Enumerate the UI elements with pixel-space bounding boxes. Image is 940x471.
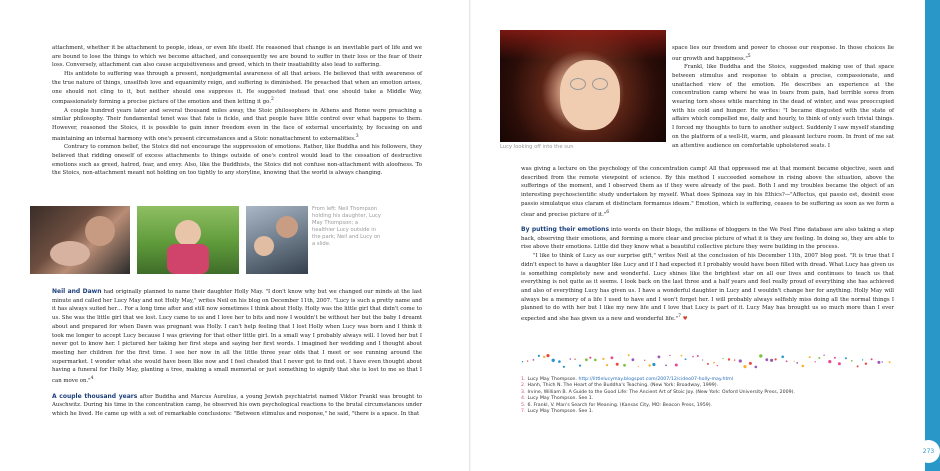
- decorative-dot: [652, 363, 655, 366]
- decorative-dot: [770, 359, 773, 362]
- decorative-dot: [648, 364, 650, 366]
- decorative-dot: [728, 358, 730, 360]
- decorative-dot: [558, 360, 561, 363]
- decorative-dot: [713, 362, 715, 364]
- decorative-dot: [616, 363, 619, 366]
- decorative-dot: [594, 359, 597, 362]
- paragraph: Frankl, like Buddha and the Stoics, suggested making use of that space between stimulus and response to obtain a precise, compassionate, and unattached view of the emotion. He describes an experience at the concentration camp where he was in tears from pain, had terrible sores from wearing torn shoes while marching in the dead of winter, and was preoccupied with his cold and hunger. He writes: "I became disgusted with the state of affairs which compelled me, daily and hourly, to think of only such trivial things. I forced my thoughts to turn to another subject. Suddenly I saw myself standing on the platform of a well-lit, warm, and pleasant lecture room. In front of me sat an attentive audience on comfortable upholstered seats. I: [672, 64, 894, 149]
- decorative-dot: [579, 365, 581, 367]
- paragraph: Contrary to common belief, the Stoics did not encourage the suppression of emotions. Rather, like Buddha and his followers, they believed that ridding oneself of excess attachments to things outside of one's control would lead to the cessation of destructive emotions such as greed, hatred, fear, and envy. Also, like the Buddhists, the Stoics did not confuse non-attachment with aloofness. To the Stoics, non-attachment meant not holding on too tightly to any storyline, knowing that the world is always changing.: [52, 144, 422, 177]
- footnote-text: Lucy May Thompson. See 1.: [527, 396, 594, 402]
- page-gutter: [469, 0, 471, 471]
- paragraph: By putting their emotions into words on their blogs, the millions of bloggers in the We Feel Fine database are also taking a step back, observing their emotions, and forming a more clear and precise picture of what it is they are feeling. In doing so, they are able to rise above their emotions. Little did they know what a beautiful collective picture they were building in the process.: [521, 226, 895, 251]
- decorative-dot: [786, 360, 788, 362]
- decorative-dot: [794, 361, 795, 362]
- decorative-dot: [851, 360, 853, 362]
- photo-neil-and-lucy-slide: [246, 206, 308, 274]
- decorative-dot: [889, 361, 891, 363]
- decorative-dot: [749, 362, 752, 365]
- paragraph: Neil and Dawn had originally planned to name their daughter Holly May. "I don't know why but we changed our minds at the last minute and called her Lucy May and not Holly May," writes Neil on his blog on December 11th, 2007. "Lucy is such a pretty name and it has always suited her… For a long time after and still now sometimes I think about Holly. Holly was the little girl that didn't come to us. She was the little girl that we lost. Lucy came to us and I love her to bits and now I wouldn't be without her but the baby I dreamt about and prepared for when Dawn was pregnant was Holly. I can't help feeling that I lost Holly when Lucy was born and I think it took me longer to accept Lucy because I was grieving for that other little girl. In a small way I probably always will. I loved her but I never got to know her. I pictured her taking her first steps and saying her first words. I imagined her wedding and I thought about meeting her children for the first time. I see her now in all the little three year olds that I meet or see running around the supermarket. I wonder what she would have been like now and I feel cheated that I never got to find out. I have even thought about having a funeral for Holly May, planting a tree, making a small memorial or just something to signify that she is lost to me so that I can move on."$^4$: [52, 288, 422, 384]
- photo-neil-holding-lucy: [30, 206, 130, 274]
- decorative-dot: [658, 356, 661, 359]
- footnote-link[interactable]: http://littlelucymay.blogspot.com/2007/12/cideo07-holly-may.html: [578, 377, 734, 382]
- frankl-lead-in: A couple thousand years: [52, 392, 138, 400]
- right-accent-bar: [925, 0, 940, 471]
- decorative-dot: [533, 359, 535, 361]
- decorative-dot: [611, 356, 614, 359]
- decorative-dot: [702, 359, 703, 360]
- footnote-number: 5.: [521, 402, 526, 408]
- decorative-dot: [669, 355, 670, 356]
- paragraph: A couple thousand years after Buddha and Marcus Aurelius, a young Jewish psychiatrist named Viktor Frankl was brought to Auschwitz. During his time in the concentration camp, he observed his own psychological reactions to the brutal circumstances under which he lived. He came up with a set of remarkable conclusions: "Between stimulus and response," he said, "there is a space. In that: [52, 392, 423, 417]
- decorative-dot: [707, 363, 709, 365]
- decorative-dot: [685, 358, 687, 360]
- paragraph: was giving a lecture on the psychology of the concentration camp! All that oppressed me at that moment became objective, seen and described from the remote viewpoint of science. By this method I succeeded somehow in rising above the situation, above the sufferings of the moment, and I observed them as if they were already of the past. Both I and my troubles became the object of an interesting psychoscientific study undertaken by myself. What does Spinoza say in his Ethics?—"Affectus, qui passio est, desinit esse passio simulatque eius claram et distinctam formamus ideam." Emotion, which is suffering, ceases to be suffering as soon as we form a clear and precise picture of it."$^6$: [521, 166, 894, 218]
- decorative-dot: [759, 354, 762, 357]
- decorative-dot: [546, 354, 549, 357]
- decorative-dot: [675, 364, 678, 367]
- decorative-dot: [522, 361, 523, 362]
- neil-lead-in: Neil and Dawn: [52, 288, 102, 295]
- decorative-dot: [781, 356, 784, 359]
- decorative-dot: [552, 359, 555, 362]
- decorative-dot: [628, 354, 630, 356]
- right-narrow-text-column: [672, 44, 894, 150]
- footnote-number: 3.: [521, 389, 526, 395]
- decorative-dot: [877, 361, 880, 364]
- footnote-ref: 3: [355, 133, 359, 139]
- decorative-dot: [796, 362, 798, 364]
- paragraph: space lies our freedom and power to choose our response. In those choices lie our growth and happiness."$^5$: [672, 45, 894, 62]
- decorative-dot: [802, 365, 805, 368]
- decorative-dot: [734, 359, 735, 360]
- footnote-text: Irvine, William B. A Guide to the Good Life: The Ancient Art of Stoic Joy. (New York: Oxford University Press, 2009).: [527, 389, 795, 395]
- footnote-number: 7.: [521, 409, 526, 415]
- left-bottom-text-column: [52, 288, 422, 419]
- decorative-dot: [775, 358, 777, 360]
- footnote-ref: 6: [606, 209, 610, 215]
- decorative-dot: [834, 357, 836, 359]
- decorative-dot: [563, 366, 565, 368]
- footnote-ref: 4: [90, 376, 94, 382]
- photo-lucy-in-park: [137, 206, 239, 274]
- decorative-dot: [570, 358, 572, 360]
- decorative-dot: [871, 358, 873, 360]
- footnote-text: 6. Frankl, V. Man's Search for Meaning. (Kansas City, MO: Beacon Press, 1959).: [527, 402, 713, 408]
- decorative-dot: [823, 355, 824, 356]
- decorative-dot: [739, 359, 742, 362]
- decorative-dot: [722, 358, 723, 359]
- right-full-text-column: [521, 165, 894, 324]
- decorative-dot: [589, 357, 591, 359]
- decorative-dot: [828, 360, 831, 363]
- right-photo-caption: Lucy looking off into the sun: [500, 144, 574, 150]
- decorative-dot: [818, 357, 820, 359]
- footnote-number: 2.: [521, 383, 526, 389]
- footnote-text: Lucy May Thompson.: [527, 377, 579, 382]
- decorative-dot: [862, 359, 863, 360]
- decorative-dot: [697, 355, 699, 357]
- decorative-dot: [606, 364, 608, 366]
- footnote-text: Lucy May Thompson. See 1.: [527, 409, 594, 415]
- decorative-dot: [717, 365, 718, 366]
- decorative-dot: [632, 358, 635, 361]
- decorative-dot: [538, 355, 540, 357]
- decorative-dot: [765, 358, 768, 361]
- decorative-dot: [838, 362, 841, 365]
- decorative-dot: [527, 360, 528, 361]
- footnote-text: Hanh, Thich N. The Heart of the Buddha's Teaching. (New York: Broadway, 1999).: [527, 383, 719, 389]
- decorative-dot: [681, 355, 683, 357]
- decorative-dots: [521, 353, 896, 369]
- paragraph: His antidote to suffering was through a present, nonjudgmental awareness of all that arises. He believed that with awareness of the true nature of things, unselfish love and equanimity reign, and suffering is diminished. He preached that when an emotion arises, one should not cling to it, but neither should one suppress it. He suggested instead that one should take a Middle Way, compassionately forming a precise picture of the emotion and then letting it go.$^2$: [52, 71, 422, 106]
- footnote-ref: 7: [678, 314, 682, 320]
- decorative-dot: [602, 358, 604, 360]
- paragraph: A couple hundred years later and several thousand miles away, the Stoic philosophers in Athens and Rome were preaching a similar philosophy. Their fundamental tenet was that fate is fickle, and that people have little control over what happens to them. However, reasoned the Stoics, it is possible to gain inner freedom even in the face of external uncertainty, by focusing on and maintaining an internal harmony with one's present circumstances and a Stoic nonattachment to externalities.$^3$: [52, 107, 422, 142]
- footnotes: [521, 377, 821, 415]
- decorative-dot: [585, 358, 588, 361]
- footnote-ref: 2: [270, 97, 274, 103]
- left-photo-caption: From left: Neil Thompson holding his daughter, Lucy May Thompson; a healthier Lucy outside in the park; Neil and Lucy on a slide.: [312, 206, 381, 247]
- decorative-dot: [882, 361, 883, 362]
- posting-lead-in: By putting their emotions: [521, 226, 610, 234]
- paragraph: attachment, whether it be attachment to people, ideas, or even life itself. He reasoned that change is an inevitable part of life and we are bound to lose the things to which we become attached, and consequently we are bound to suffer in their loss or the fear of their loss. Conversely, attachment can also cause acquisitiveness and greed, which in their insatiability also lead to suffering.: [52, 45, 422, 69]
- decorative-dot: [755, 366, 758, 369]
- decorative-dot: [865, 363, 867, 365]
- decorative-dot: [845, 357, 847, 359]
- decorative-dot: [644, 360, 645, 361]
- decorative-dot: [665, 365, 667, 367]
- footnote-ref: 5: [747, 53, 751, 59]
- footnote-item: [521, 409, 821, 415]
- heart-icon: ♥: [682, 315, 688, 322]
- decorative-dot: [543, 356, 545, 358]
- decorative-dot: [623, 364, 626, 367]
- decorative-dot: [857, 365, 859, 367]
- paragraph: "I like to think of Lucy as our surprise gift," writes Neil at the conclusion of his December 11th, 2007 blog post. "It is true that I didn't expect to have a daughter like Lucy and if I had expected it I probably would have been filled with dread. What Lucy has given us is something completely new and wonderful. Lucy shines like the brightest star on all our lives and continues to teach us that everything is not quite as it seems. I look back on the last three and a half years and feel really proud of everything she has achieved and also of everything Lucy has given us. I have a wonderful daughter in Lucy and I wouldn't change her for anything. Holly May will always be a memory of a life I used to have and I won't forget her. I will probably always selfishly miss doing all the normal things I planned to do with her but I like my new life and I love that Lucy is part of it. Lucy May has brought us so much more than I ever expected and she has given us a new and wonderful life."$^7$ ♥: [521, 253, 894, 322]
- left-top-text-column: [52, 44, 422, 178]
- decorative-dot: [638, 366, 639, 367]
- footnote-number: 4.: [521, 396, 526, 402]
- page-number: 273: [917, 440, 940, 463]
- decorative-dot: [692, 356, 694, 358]
- decorative-dot: [743, 365, 746, 368]
- photo-lucy-looking-into-sun: [500, 30, 666, 142]
- decorative-dot: [574, 359, 575, 360]
- decorative-dot: [809, 356, 811, 358]
- decorative-dot: [815, 361, 816, 362]
- footnote-number: 1.: [521, 377, 526, 382]
